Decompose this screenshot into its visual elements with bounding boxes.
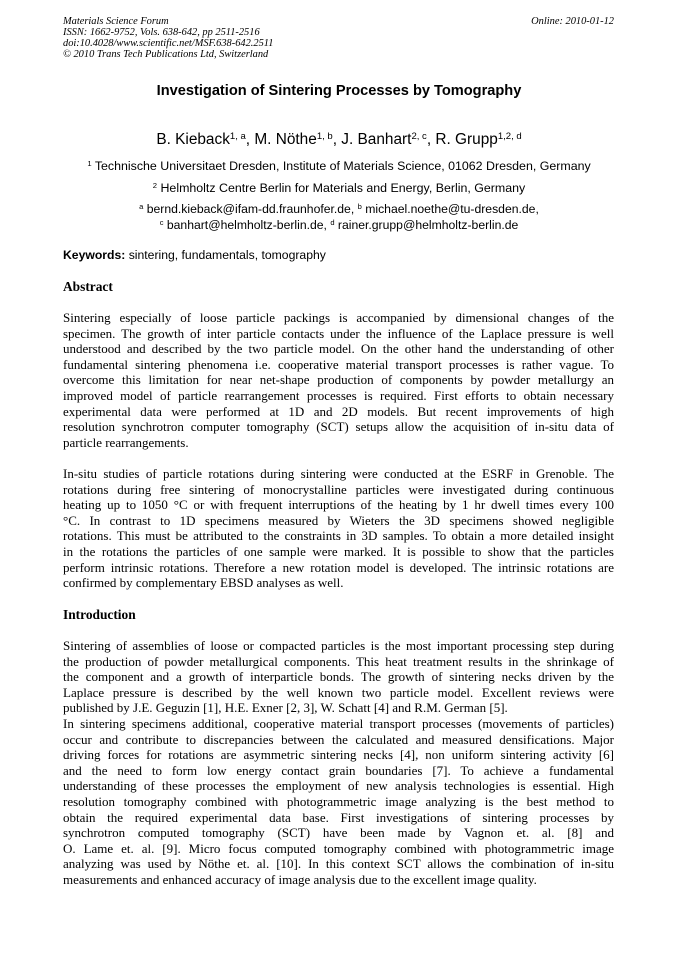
introduction-paragraph-1: [63, 638, 614, 716]
email-mark: b: [357, 201, 362, 211]
author-name: M. Nöthe: [254, 131, 317, 148]
text-line: experimental data were performed at 1D and 2D models. But recent improvements of high: [63, 403, 614, 419]
text-line: fundamental sintering phenomena i.e. cooperative material transport processes is rather vague. To: [63, 356, 614, 372]
affiliation-text: Technische Universitaet Dresden, Institute of Materials Science, 01062 Dresden, Germany: [94, 159, 591, 173]
text-line: rotations. This must be attributed to the constraints in 3D samples. To obtain a more detailed insight: [63, 528, 614, 544]
author-name: R. Grupp: [435, 131, 498, 148]
text-line: heating up to 1050 °C or with frequent interruptions of the heating by 1 hr dwell times every 100: [63, 497, 614, 513]
abstract-paragraph-1: [63, 310, 614, 450]
journal-doi: doi:10.4028/www.scientific.net/MSF.638-642.2511: [63, 38, 274, 49]
affiliation-mark: 2: [152, 180, 158, 190]
text-line: °C. In contrast to 1D specimens measured by Wieters the 3D specimens showed negligible: [63, 512, 614, 528]
affiliation-2: [0, 181, 678, 197]
text-line: driving forces for rotations are asymmetric sintering necks [4], non uniform sintering activity [6]: [63, 747, 614, 763]
introduction-paragraph-2: [63, 716, 614, 888]
keywords-label: Keywords:: [63, 248, 126, 262]
text-line: confirmed by complementary EBSD analyses as well.: [63, 575, 344, 591]
text-line: synchrotron computed tomography (SCT) have been made by Vagnon et. al. [8] and: [63, 825, 614, 841]
text-line: Laplace pressure is described by the well known two particle model. Excellent reviews were: [63, 684, 614, 700]
text-line: Sintering especially of loose particle packings is accompanied by dimensional changes of the: [63, 310, 614, 325]
author-separator: ,: [245, 131, 255, 148]
author-affiliation-mark: 1,2, d: [497, 130, 522, 142]
text-line: analyzing was used by Nöthe et. al. [10]. In this context SCT allows the combination of in-situ: [63, 856, 614, 872]
journal-name: Materials Science Forum: [63, 16, 169, 27]
email-line-2: [0, 217, 678, 235]
online-date: Online: 2010-01-12: [531, 16, 614, 27]
affiliation-1: [0, 159, 678, 175]
text-line: understanding of these processes the employment of new analysis technologies is essential. High: [63, 778, 614, 794]
text-line: the component and a growth of interparticle bonds. The growth of sintering necks driven by the: [63, 669, 614, 685]
journal-issn: ISSN: 1662-9752, Vols. 638-642, pp 2511-2516: [63, 27, 260, 38]
text-line: In sintering specimens additional, cooperative material transport processes (movements of particles): [63, 716, 614, 731]
text-line: Sintering of assemblies of loose or compacted particles is the most important processing step during: [63, 638, 614, 653]
affiliation-text: Helmholtz Centre Berlin for Materials and Energy, Berlin, Germany: [160, 181, 526, 195]
email-mark: a: [139, 201, 144, 211]
keywords: [63, 248, 326, 263]
author-separator: ,: [332, 131, 342, 148]
journal-header: [63, 16, 273, 60]
author-separator: ,: [426, 131, 436, 148]
text-line: resolution synchrotron computer tomography (SCT) setups allow the acquisition of in-situ data of: [63, 419, 614, 435]
journal-copyright: © 2010 Trans Tech Publications Ltd, Switzerland: [63, 49, 269, 60]
text-line: particle rearrangements.: [63, 434, 189, 450]
text-line: rotations during free sintering of monocrystalline particles were investigated during continuous: [63, 481, 614, 497]
author-affiliation-mark: 1, a: [229, 130, 246, 142]
email-link[interactable]: bernd.kieback@ifam-dd.fraunhofer.de,: [146, 202, 358, 216]
affiliation-mark: 1: [87, 158, 92, 168]
author-list: [0, 130, 678, 152]
email-link[interactable]: banhart@helmholtz-berlin.de,: [166, 218, 331, 232]
text-line: In-situ studies of particle rotations during sintering were conducted at the ESRF in Grenoble. The: [63, 466, 614, 481]
email-link[interactable]: rainer.grupp@helmholtz-berlin.de: [337, 218, 519, 232]
paper-title: Investigation of Sintering Processes by Tomography: [156, 83, 522, 99]
author-affiliation-mark: 1, b: [316, 130, 333, 142]
text-line: and the need to form low energy contact grain boundaries [7]. To achieve a fundamental: [63, 762, 614, 778]
text-line: published by J.E. Geguzin [1], H.E. Exner [2, 3], W. Schatt [4] and R.M. German [5].: [63, 700, 508, 716]
text-line: measurements and enhanced accuracy of image analysis due to the excellent image quality.: [63, 871, 537, 887]
introduction-heading: Introduction: [63, 607, 136, 622]
text-line: O. Lame et. al. [9]. Micro focus computed tomography combined with photogrammetric image: [63, 840, 614, 856]
text-line: understood and described by the two particle model. On the other hand the understanding of other: [63, 341, 614, 357]
text-line: in the rotations the particles of one sample were marked. It is possible to show that the particles: [63, 543, 614, 559]
text-line: specimen. The growth of inter particle contacts under the influence of the Laplace pressure is well: [63, 325, 614, 341]
author-name: B. Kieback: [156, 131, 230, 148]
text-line: overcome this limitation for near net-shape production of components by powder metallurgy an: [63, 372, 614, 388]
text-line: improved model of particle rearrangement processes is required. First efforts to obtain necessary: [63, 387, 614, 403]
author-name: J. Banhart: [341, 131, 412, 148]
email-mark: d: [330, 217, 335, 227]
text-line: resolution tomography combined with photogrammetric image analyzing is the best method to: [63, 793, 614, 809]
keywords-text: sintering, fundamentals, tomography: [125, 248, 326, 262]
abstract-heading: Abstract: [63, 279, 113, 294]
text-line: obtain the required experimental data base. First investigations of sintering processes by: [63, 809, 614, 825]
text-line: perform intrinsic rotations. Therefore a new rotation model is developed. The intrinsic rotations are: [63, 559, 614, 575]
text-line: occur and contribute to discrepancies between the calculated and measured densifications. Major: [63, 731, 614, 747]
email-link[interactable]: michael.noethe@tu-dresden.de,: [365, 202, 539, 216]
author-affiliation-mark: 2, c: [411, 130, 427, 142]
email-mark: c: [159, 217, 164, 227]
abstract-paragraph-2: [63, 466, 614, 591]
text-line: the production of powder metallurgical components. This heat treatment results in the shrinkage of: [63, 653, 614, 669]
